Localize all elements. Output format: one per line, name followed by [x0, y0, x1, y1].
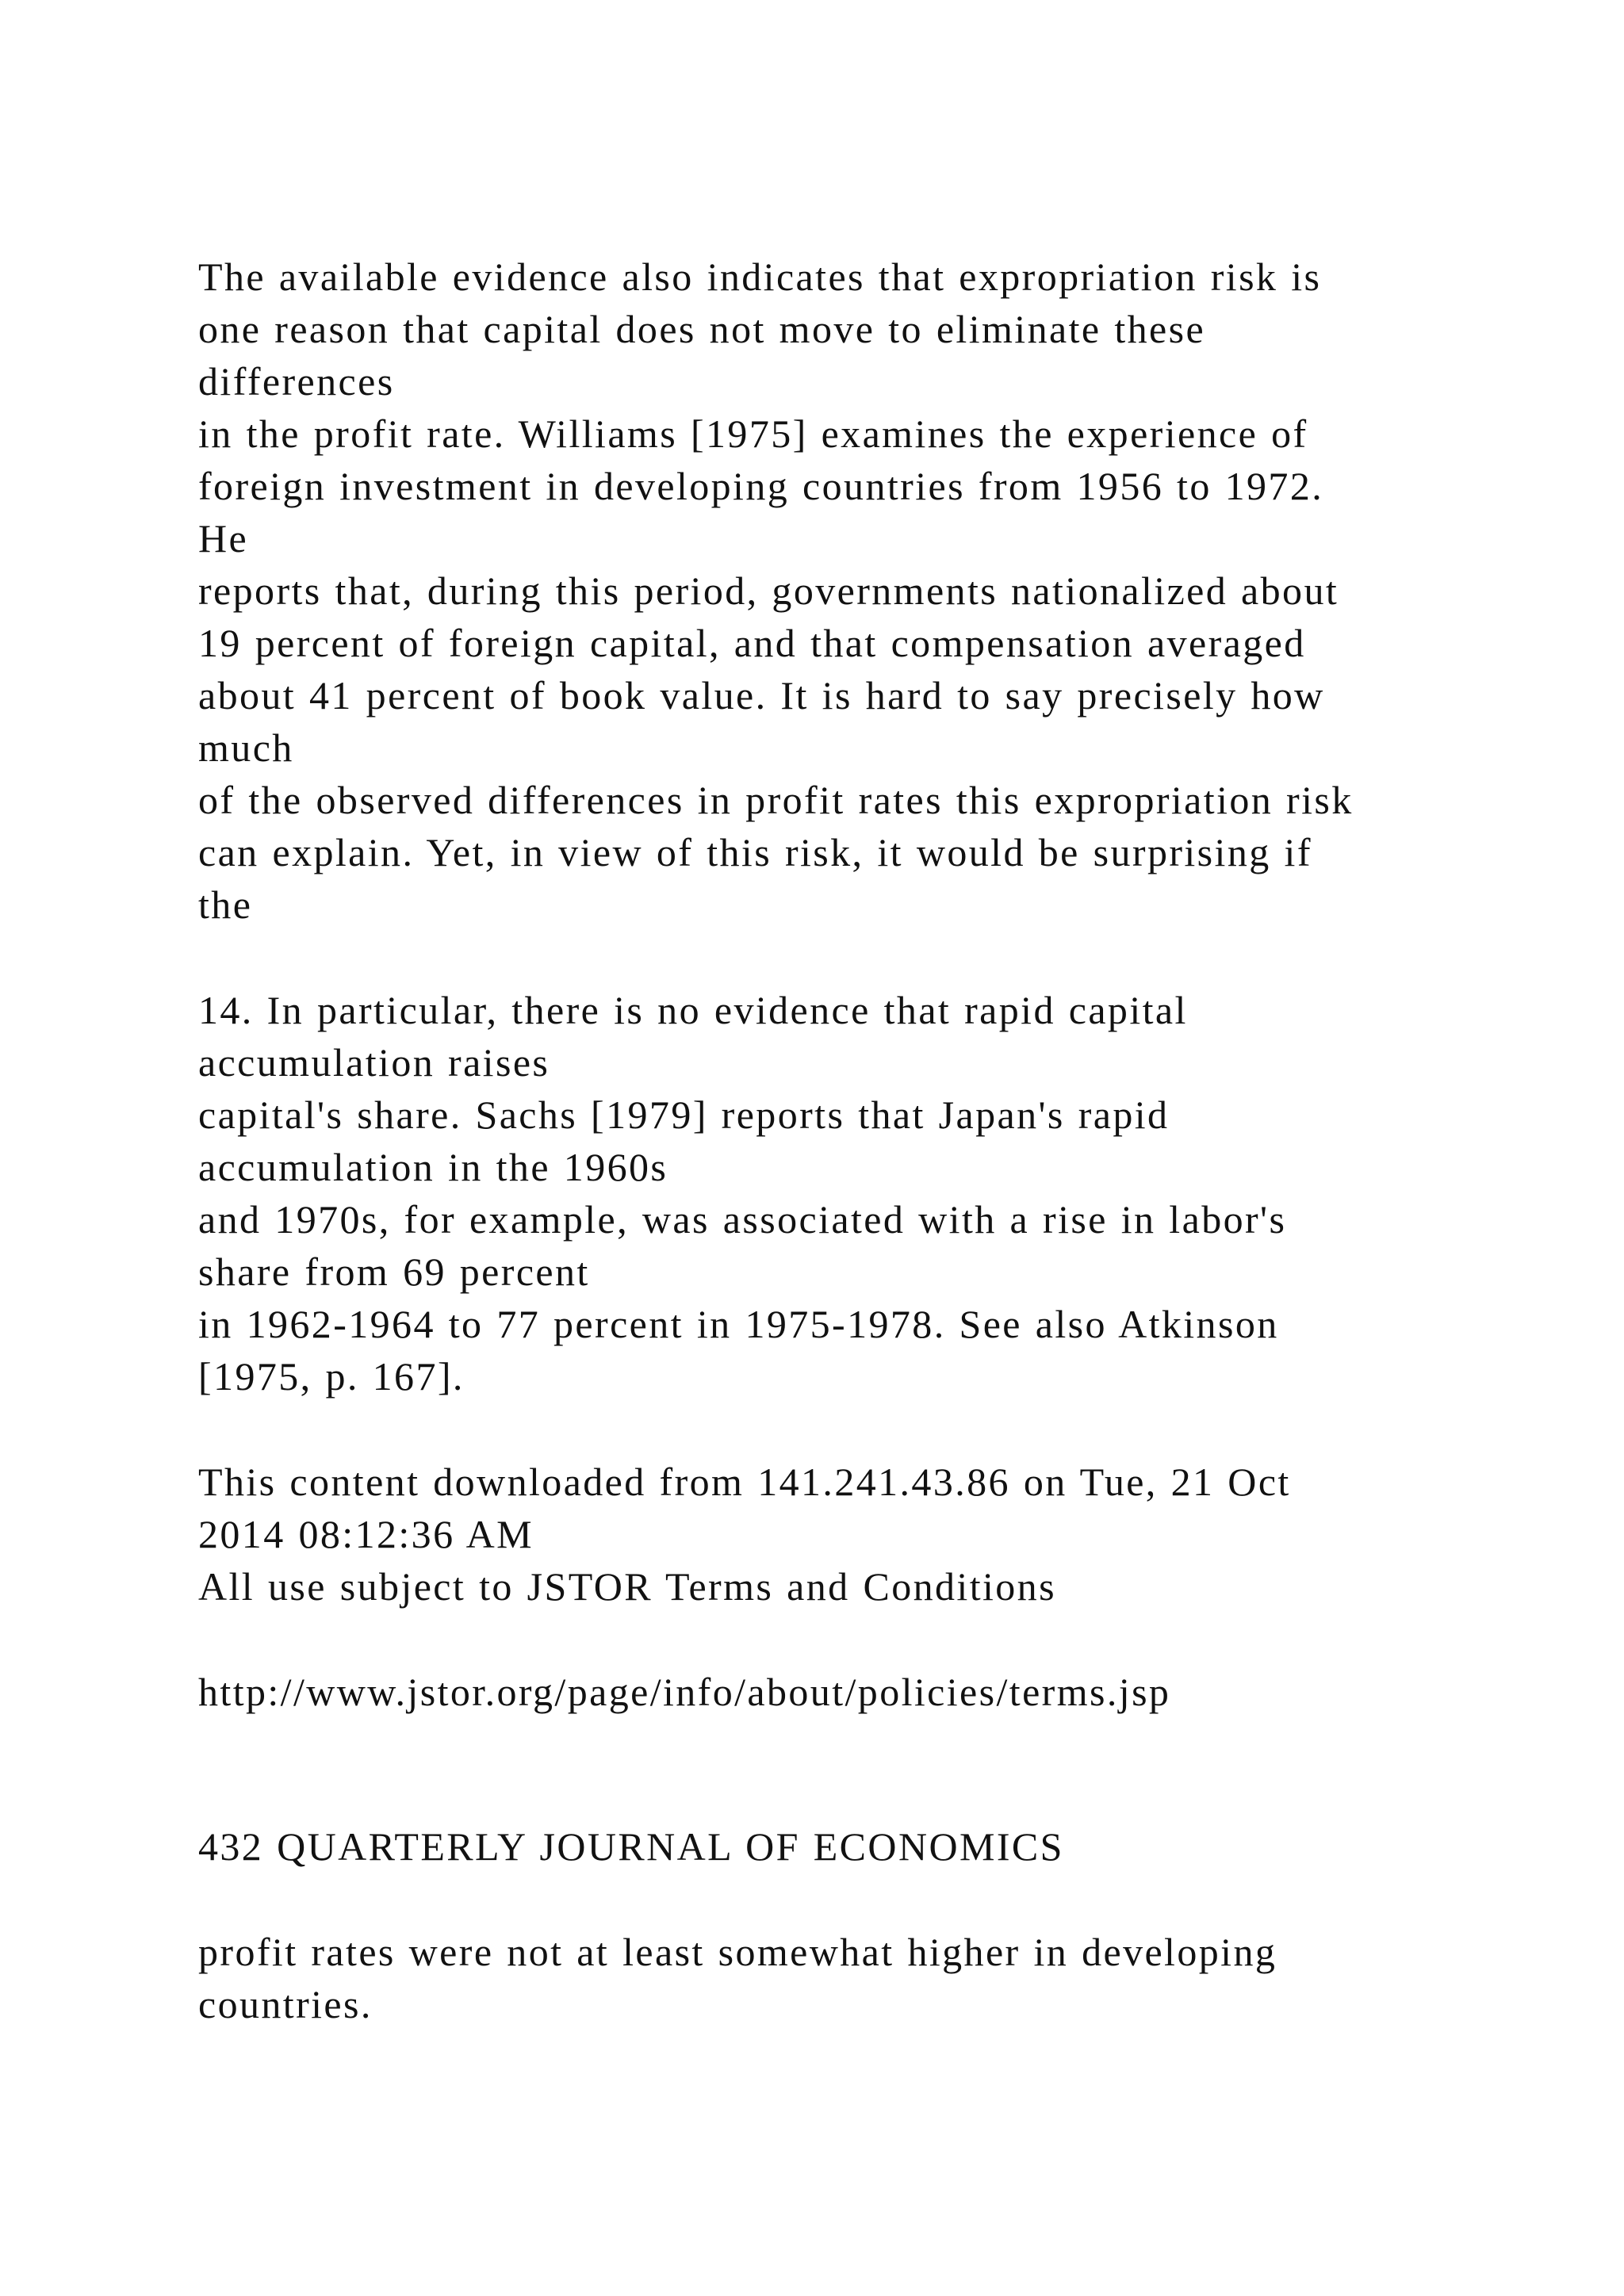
- download-notice-line: 2014 08:12:36 AM: [198, 1512, 534, 1556]
- footnote-line: [1975, p. 167].: [198, 1354, 465, 1399]
- footnote-line: accumulation in the 1960s: [198, 1145, 668, 1189]
- footnote-line: share from 69 percent: [198, 1249, 590, 1294]
- body-line: The available evidence also indicates that expropriation risk is: [198, 254, 1322, 299]
- running-header: 432 QUARTERLY JOURNAL OF ECONOMICS: [198, 1824, 1064, 1869]
- body-line: much: [198, 725, 294, 770]
- continuation-line: profit rates were not at least somewhat higher in developing: [198, 1930, 1277, 1974]
- footnote-line: 14. In particular, there is no evidence that rapid capital: [198, 988, 1188, 1032]
- body-line: reports that, during this period, governments nationalized about: [198, 568, 1339, 613]
- body-line: He: [198, 516, 249, 561]
- body-line: 19 percent of foreign capital, and that compensation averaged: [198, 621, 1306, 665]
- body-line: can explain. Yet, in view of this risk, it would be surprising if: [198, 830, 1312, 874]
- footnote-line: and 1970s, for example, was associated with a rise in labor's: [198, 1197, 1287, 1242]
- body-line: in the profit rate. Williams [1975] examines the experience of: [198, 411, 1308, 456]
- footnote-line: capital's share. Sachs [1979] reports that Japan's rapid: [198, 1093, 1170, 1137]
- body-line: differences: [198, 359, 395, 404]
- footnote-line: accumulation raises: [198, 1040, 550, 1085]
- body-line: foreign investment in developing countries from 1956 to 1972.: [198, 464, 1324, 508]
- terms-url: http://www.jstor.org/page/info/about/policies/terms.jsp: [198, 1670, 1171, 1714]
- body-line: one reason that capital does not move to eliminate these: [198, 307, 1206, 351]
- footnote-line: in 1962-1964 to 77 percent in 1975-1978. See also Atkinson: [198, 1302, 1279, 1346]
- body-line: about 41 percent of book value. It is hard to say precisely how: [198, 673, 1325, 718]
- body-line: the: [198, 882, 253, 927]
- download-notice-line: This content downloaded from 141.241.43.86 on Tue, 21 Oct: [198, 1460, 1291, 1504]
- continuation-line: countries.: [198, 1982, 373, 2026]
- terms-notice: All use subject to JSTOR Terms and Conditions: [198, 1564, 1056, 1609]
- body-line: of the observed differences in profit rates this expropriation risk: [198, 778, 1354, 822]
